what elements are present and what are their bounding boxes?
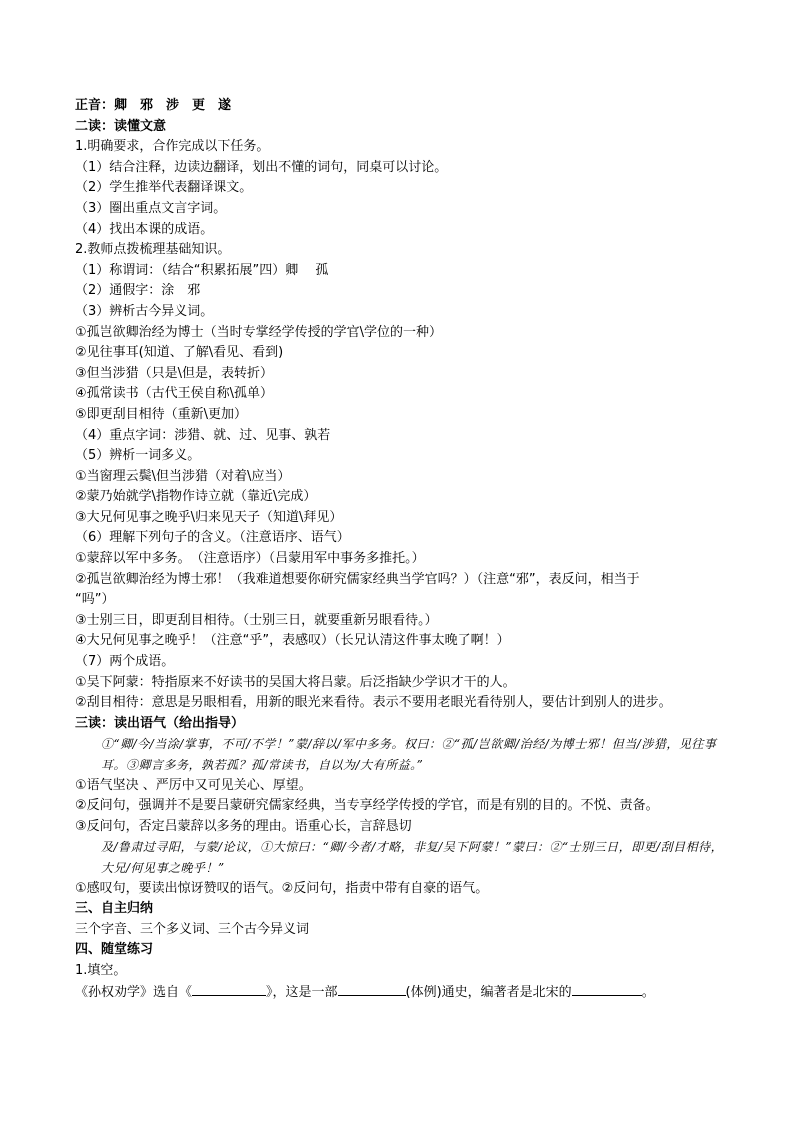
- text-line: （7）两个成语。: [75, 654, 175, 670]
- question-text: 。: [641, 984, 655, 1000]
- text-line: （2）通假字：涂 邪: [75, 283, 201, 299]
- text-line: ③但当涉猎（只是\但是，表转折）: [75, 365, 274, 381]
- text-line: ②见往事耳(知道、了解\看见、看到): [75, 345, 284, 361]
- text-line: （5）辨析一词多义。: [75, 448, 201, 464]
- text-line: （2）学生推举代表翻译课文。: [75, 180, 253, 196]
- text-line: ②刮目相待：意思是另眼相看，用新的眼光来看待。表示不要用老眼光看待别人，要估计到别人的进步。: [75, 695, 672, 711]
- document-body: [75, 96, 725, 1003]
- answer-blank[interactable]: [572, 982, 642, 996]
- question-text: 《孙权劝学》选自《: [75, 984, 193, 1000]
- annotated-passage-2: 及/鲁肃过寻阳，与蒙/论议，①大惊曰：“卿/今者/才略，非复/吴下阿蒙！”蒙曰：②“士别三日，即更/刮目相待，大兄/何见事之晚乎！”: [101, 840, 724, 875]
- text-line: ⑤即更刮目相待（重新\更加）: [75, 406, 248, 422]
- text-line: ④孤常读书（古代王侯自称\孤单）: [75, 386, 274, 402]
- text-line: ②反问句，强调并不是要吕蒙研究儒家经典，当专享经学传授的学官，而是有别的目的。不悦、责备。: [75, 798, 659, 814]
- text-line: ①当窗理云鬓\但当涉猎（对着\应当）: [75, 468, 291, 484]
- text-line: ②蒙乃始就学\指物作诗立就（靠近\完成）: [75, 489, 317, 505]
- text-line: ①语气坚决 、严厉中又可见关心、厚望。: [75, 777, 312, 793]
- text-line: ①感叹句，要读出惊讶赞叹的语气。②反问句，指责中带有自豪的语气。: [75, 880, 489, 896]
- question-text: 》，这是一部: [266, 984, 338, 1000]
- text-line: （6）理解下列句子的含义。（注意语序、语气）: [75, 530, 350, 546]
- text-line: “吗”）: [75, 592, 115, 608]
- text-line: 三个字音、三个多义词、三个古今异义词: [75, 921, 310, 937]
- text-line: ①蒙辞以军中多务。 （注意语序）（吕蒙用军中事务多推托。）: [75, 551, 425, 567]
- text-line: ④大兄何见事之晚乎！（注意“乎”，表感叹）（长兄认清这件事太晚了啊！）: [75, 633, 510, 649]
- section-heading-third-reading: 三读：读出语气（给出指导）: [75, 715, 245, 731]
- text-line: ①孤岂欲卿治经为博士（当时专掌经学传授的学官\学位的一种）: [75, 324, 443, 340]
- text-line: ③大兄何见事之晚乎\归来见天子（知道\拜见）: [75, 509, 343, 525]
- text-line: 1.明确要求，合作完成以下任务。: [75, 139, 270, 155]
- text-line: （3）辨析古今异义词。: [75, 303, 214, 319]
- section-heading-practice: 四、随堂练习: [75, 942, 154, 958]
- answer-blank[interactable]: [338, 982, 406, 996]
- section-heading-second-reading: 二读：读懂文意: [75, 118, 167, 134]
- text-line: （1）称谓词：（结合“积累拓展”四）卿 孤: [75, 262, 329, 278]
- text-line: （3）圈出重点文言字词。: [75, 200, 227, 216]
- text-line: （4）重点字词：涉猎、就、过、见事、孰若: [75, 427, 331, 443]
- pronunciation-line: 正音：卿 邪 涉 更 遂: [75, 98, 232, 113]
- text-line: （1）结合注释，边读边翻译，划出不懂的词句，同桌可以讨论。: [75, 159, 448, 175]
- text-line: （4）找出本课的成语。: [75, 221, 214, 237]
- annotated-passage-1: ①“卿/今/当涂/掌事，不可/不学！”蒙/辞以/军中多务。权曰：②“孤/岂欲卿/治经/为博士邪！但当/涉猎，见往事耳。③卿言多务，孰若孤？孤/常读书，自以为/大有所益。”: [101, 737, 717, 772]
- section-heading-summary: 三、自主归纳: [75, 901, 154, 917]
- answer-blank[interactable]: [192, 982, 266, 996]
- text-line: ③反问句，否定吕蒙辞以多务的理由。语重心长，言辞恳切: [75, 818, 412, 834]
- text-line: ①吴下阿蒙：特指原来不好读书的吴国大将吕蒙。后泛指缺少学识才干的人。: [75, 674, 516, 690]
- text-line: 2.教师点拨梳理基础知识。: [75, 242, 231, 258]
- text-line: ③士别三日，即更刮目相待。（士别三日，就要重新另眼看待。）: [75, 612, 438, 628]
- text-line: 1.填空。: [75, 962, 127, 978]
- fill-in-question: [75, 982, 725, 1004]
- text-line: ②孤岂欲卿治经为博士邪！（我难道想要你研究儒家经典当学官吗？）（注意“邪”，表反问，相当于: [75, 571, 640, 587]
- question-text: (体例)通史，编著者是北宋的: [405, 984, 572, 1000]
